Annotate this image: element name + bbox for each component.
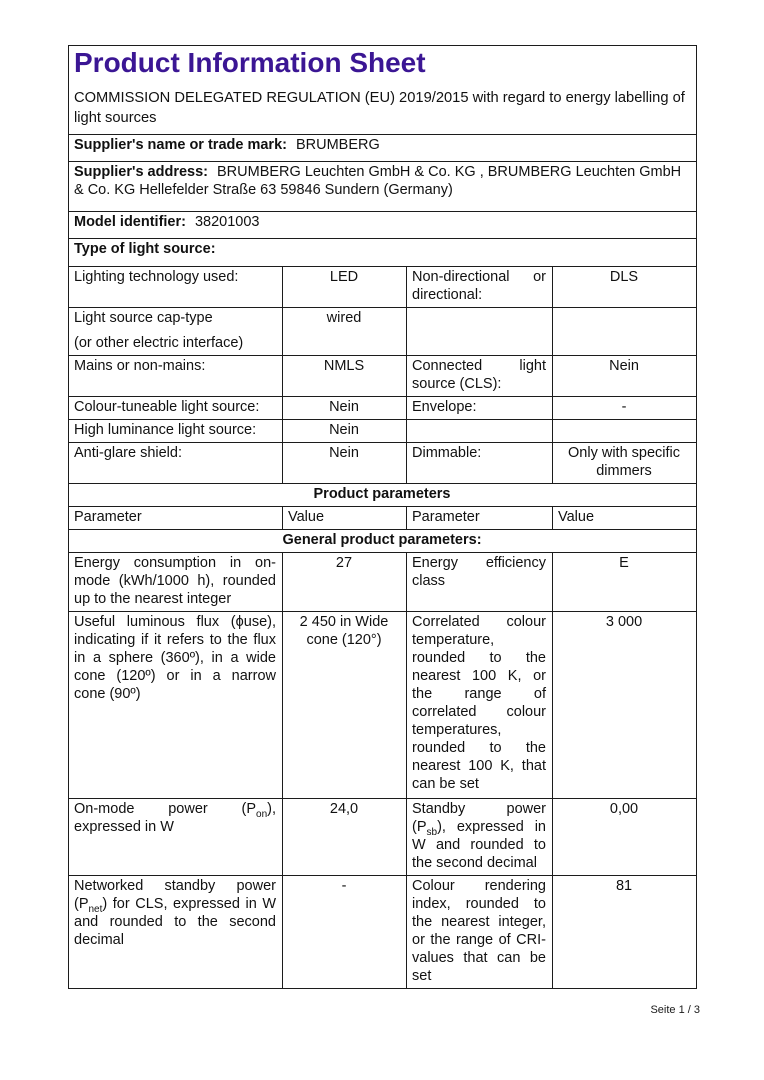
column-header-value-left: Value [283,506,407,529]
supplier-address-row [69,162,697,212]
product-info-table [68,45,697,989]
value-envelope: - [553,396,697,419]
standby-power-subscript: sb [426,826,438,838]
table-row [69,552,697,611]
value-lighting-technology: LED [283,267,407,308]
value-dimmable: Only with specific dimmers [553,442,697,483]
table-row [69,875,697,988]
value-useful-luminous-flux: 2 450 in Wide cone (120°) [283,611,407,798]
supplier-name-label: Supplier's name or trade mark: [74,137,287,153]
value-high-luminance: Nein [283,419,407,442]
param-colour-tuneable: Colour-tuneable light source: [69,396,283,419]
column-header-parameter-left: Parameter [69,506,283,529]
param-cls: Connected light source (CLS): [407,355,553,396]
value-colour-rendering-index: 81 [553,875,697,988]
param-high-luminance: High luminance light source: [69,419,283,442]
networked-standby-text: Networked standby power (P [74,877,276,912]
value-energy-efficiency-class: E [553,552,697,611]
column-header-value-right: Value [553,506,697,529]
table-row [69,611,697,798]
standby-power-text: Standby power (P [412,800,546,835]
param-colour-rendering-index: Colour rendering index, rounded to the nearest integer, or the range of CRI-values that can be set [407,875,553,988]
table-row [69,355,697,396]
on-mode-power-text: On-mode power (P [74,800,257,817]
value-colour-tuneable: Nein [283,396,407,419]
value-mains: NMLS [283,355,407,396]
table-row [69,442,697,483]
page-title: Product Information Sheet [74,47,426,78]
regulation-subtitle: COMMISSION DELEGATED REGULATION (EU) 2019/2015 with regard to energy labelling of light sources [74,89,685,126]
type-of-light-source-label: Type of light source: [74,241,216,257]
page-number: Seite 1 / 3 [650,1004,700,1016]
param-lighting-technology: Lighting technology used: [69,267,283,308]
supplier-name-value: BRUMBERG [295,137,380,153]
cap-type-line1: Light source cap-type [74,310,213,326]
value-cap-type: wired [283,308,407,356]
value-cls: Nein [553,355,697,396]
general-product-parameters-header: General product parameters: [69,529,697,552]
param-correlated-colour-temperature: Correlated colour temperature, rounded to the nearest 100 K, or the range of correlated colour temperatures, rounded to the nearest 100 K, that can be set [407,611,553,798]
table-row [69,308,697,356]
param-directionality: Non-directional or directional: [407,267,553,308]
value-directionality: DLS [553,267,697,308]
supplier-address-label: Supplier's address: [74,164,208,180]
value-networked-standby-power: - [283,875,407,988]
table-row [69,396,697,419]
table-row [69,267,697,308]
param-useful-luminous-flux: Useful luminous flux (ϕuse), indicating if it refers to the flux in a sphere (360º), in a wide cone (120º) or in a narrow cone (90º) [69,611,283,798]
param-energy-efficiency-class: Energy efficiency class [407,552,553,611]
table-row [69,419,697,442]
product-information-sheet [68,45,696,989]
model-identifier-label: Model identifier: [74,214,186,230]
value-anti-glare: Nein [283,442,407,483]
networked-standby-subscript: net [88,903,103,915]
on-mode-power-subscript: on [256,808,268,820]
param-standby-power [407,798,553,875]
on-mode-power-text-tail: ), expressed in W [74,800,276,835]
value-standby-power: 0,00 [553,798,697,875]
table-row [69,798,697,875]
param-empty [407,308,553,356]
supplier-name-row [69,135,697,162]
param-networked-standby-power [69,875,283,988]
value-energy-consumption: 27 [283,552,407,611]
type-of-light-source-row [69,239,697,267]
column-header-row [69,506,697,529]
param-on-mode-power [69,798,283,875]
value-correlated-colour-temperature: 3 000 [553,611,697,798]
param-energy-consumption: Energy consumption in on-mode (kWh/1000 h), rounded up to the nearest integer [69,552,283,611]
supplier-address-value: BRUMBERG Leuchten GmbH & Co. KG , BRUMBERG Leuchten GmbH & Co. KG Hellefelder Straße 63 59846 Sundern (Germany) [74,164,682,198]
param-empty [407,419,553,442]
column-header-parameter-right: Parameter [407,506,553,529]
param-dimmable: Dimmable: [407,442,553,483]
title-block [69,46,697,135]
param-anti-glare: Anti-glare shield: [69,442,283,483]
param-cap-type [69,308,283,356]
standby-power-text-tail: ), expressed in W and rounded to the second decimal [412,818,546,871]
model-identifier-value: 38201003 [194,214,260,230]
model-identifier-row [69,212,697,239]
value-on-mode-power: 24,0 [283,798,407,875]
value-empty [553,419,697,442]
networked-standby-text-tail: ) for CLS, expressed in W and rounded to the second decimal [74,895,276,948]
cap-type-line2: (or other electric interface) [74,334,244,351]
param-envelope: Envelope: [407,396,553,419]
value-empty [553,308,697,356]
param-mains: Mains or non-mains: [69,355,283,396]
product-parameters-header: Product parameters [69,483,697,506]
